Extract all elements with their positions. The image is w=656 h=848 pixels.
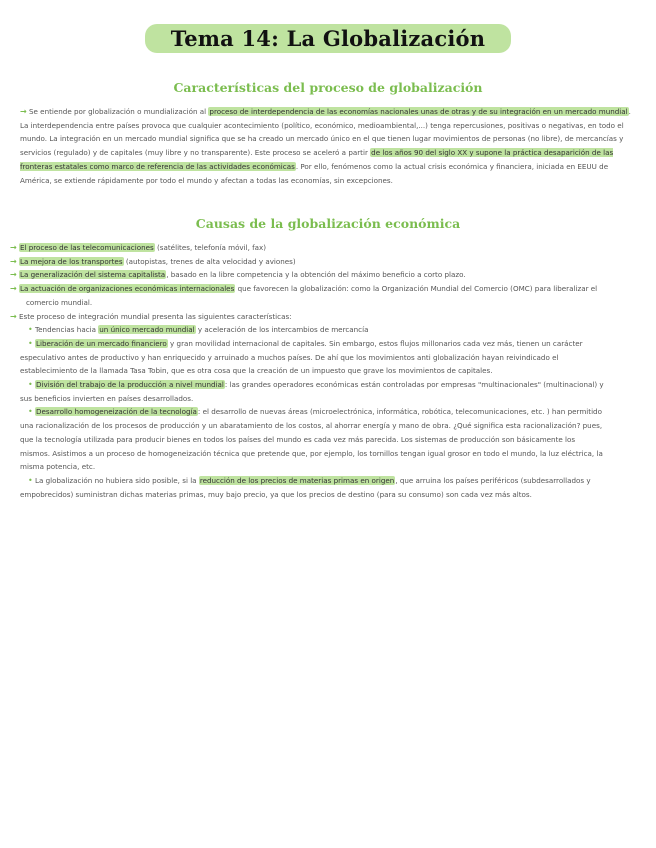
- paragraph-text: . Por ello, fenómenos como la actual crisis económica y financiera, iniciada en EEUU de América, se extiende rápidamente por todo el mundo y afectan a todas las economías, sin excepciones.: [20, 161, 609, 185]
- list-item: [10, 282, 630, 296]
- item-text: Este proceso de integración mundial presenta las siguientes características:: [18, 311, 292, 321]
- item-continuation: empobrecidos) suministran dichas materias primas, muy bajo precio, ya que los precios de destino (para su consumo) son cada vez más altos.: [20, 489, 532, 499]
- item-text: , que arruina los países periféricos (subdesarrollados y: [395, 475, 591, 485]
- characteristic-item: [10, 378, 630, 392]
- characteristics-paragraph: [20, 105, 632, 187]
- arrow-icon: →: [10, 311, 17, 321]
- highlighted-text: La generalización del sistema capitalista: [19, 270, 166, 280]
- arrow-icon: →: [10, 243, 17, 252]
- section-heading-causes: Causas de la globalización económica: [195, 216, 461, 231]
- bullet-icon: •: [28, 338, 33, 348]
- paragraph-text: Se entiende por globalización o mundialización al: [28, 107, 209, 116]
- item-text: que favorecen la globalización: como la Organización Mundial del Comercio (OMC) para liberalizar el: [235, 284, 598, 294]
- page-title: Tema 14: La Globalización: [145, 24, 511, 53]
- item-text: y gran movilidad internacional de capitales. Sin embargo, estos flujos millonarios cada vez más, tienen un carácter: [167, 338, 583, 348]
- title-container: [0, 24, 656, 53]
- item-text: Tendencias hacia: [35, 325, 99, 335]
- causes-list: [10, 241, 630, 501]
- highlighted-text: reducción de los precios de materias primas en origen: [199, 475, 395, 485]
- arrow-icon: →: [10, 284, 17, 294]
- arrow-icon: →: [20, 107, 27, 116]
- bullet-icon: •: [28, 325, 33, 335]
- characteristic-item: [10, 474, 630, 488]
- item-text: : las grandes operadores económicas están controladas por empresas "multinacionales" (multinacional) y: [224, 380, 604, 390]
- highlighted-text: La actuación de organizaciones económicas internacionales: [19, 284, 235, 294]
- item-continuation: establecimiento de la llamada Tasa Tobin, que es otra cosa que la creación de un impuesto que grave los movimientos de capitales.: [20, 366, 493, 376]
- item-continuation: mismos. Asistimos a un proceso de homogeneización técnica que pretende que, por ejemplo, los tornillos tengan igual grosor en todo el mundo, la luz eléctrica, la: [20, 448, 603, 458]
- highlighted-text: Desarrollo homogeneización de la tecnología: [36, 407, 197, 417]
- item-text: y aceleración de los intercambios de mercancía: [195, 325, 369, 335]
- characteristic-item: [10, 337, 630, 351]
- bullet-icon: •: [28, 475, 33, 485]
- list-item: [10, 255, 630, 269]
- list-item: [10, 310, 630, 324]
- item-text: : el desarrollo de nuevas áreas (microelectrónica, informática, robótica, telecomunicaciones, etc. ) han permitido: [197, 407, 602, 417]
- section-heading-characteristics: Características del proceso de globalización: [173, 80, 483, 95]
- item-continuation: sus beneficios invierten en países desarrollados.: [20, 393, 194, 403]
- highlighted-text: La mejora de los transportes: [19, 256, 123, 266]
- highlighted-text: un único mercado mundial: [99, 325, 195, 335]
- item-text: (satélites, telefonía móvil, fax): [154, 243, 267, 252]
- arrow-icon: →: [10, 270, 17, 280]
- highlighted-text: División del trabajo de la producción a nivel mundial: [36, 380, 224, 390]
- list-item: [10, 241, 630, 255]
- bullet-icon: •: [28, 407, 33, 417]
- highlighted-text: proceso de interdependencia de las economías nacionales unas de otras y de su integración en un mercado mundial: [209, 107, 628, 116]
- item-continuation: que la tecnología utilizada para producir bienes en todos los países del mundo es cada vez más parecida. Los sistemas de producción son básicamente los: [20, 434, 576, 444]
- item-text: , basado en la libre competencia y la obtención del máximo beneficio a corto plazo.: [166, 270, 466, 280]
- characteristic-item: [10, 405, 630, 419]
- item-text: La globalización no hubiera sido posible, si la: [35, 475, 199, 485]
- item-continuation: especulativo antes de productivo y han enriquecido y arruinado a muchos países. De ahí que los movimientos anti globalización hayan reivindicado el: [20, 352, 559, 362]
- bullet-icon: •: [28, 380, 33, 390]
- item-text: (autopistas, trenes de alta velocidad y aviones): [123, 256, 296, 266]
- paragraph-text: . La interdependencia entre países provoca que cualquier acontecimiento (político, económico, medioambiental,...) tenga repercusiones, positivas o negativas, en todo el mundo. La integración en un mercado mundial significa que se ha creado un mercado único en el que tienen lugar movimientos de personas (no libre), de mercancías y servicios (regulado) y de capitales (muy libre y no transparente). Este proceso se aceleró a partir: [20, 107, 631, 158]
- list-item-continuation: comercio mundial.: [26, 297, 93, 307]
- arrow-icon: →: [10, 256, 17, 266]
- highlighted-text: de los años 90 del siglo XX y supone la práctica desaparición de las fronteras estatales como marco de referencia de las actividades económicas: [20, 148, 614, 171]
- characteristic-item: [10, 323, 630, 337]
- item-continuation: misma potencia, etc.: [20, 462, 96, 472]
- item-continuation: una racionalización de los procesos de producción y un abaratamiento de los costos, al ahorrar energía y mano de obra. ¿Qué significa esta racionalización? pues,: [20, 421, 603, 431]
- highlighted-text: Liberación de un mercado financiero: [36, 338, 167, 348]
- highlighted-text: El proceso de las telecomunicaciones: [19, 243, 154, 252]
- list-item: [10, 268, 630, 282]
